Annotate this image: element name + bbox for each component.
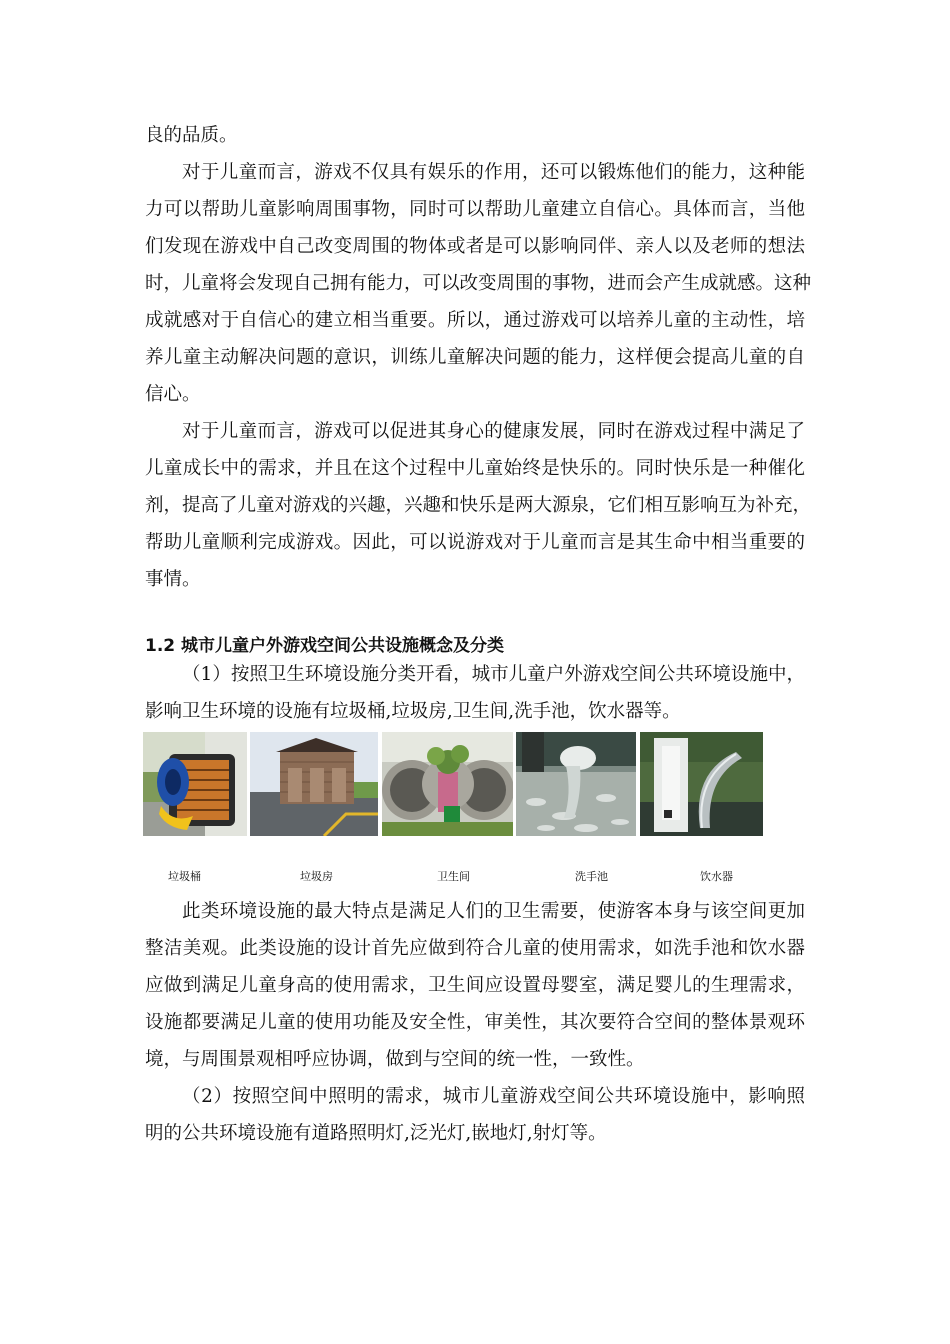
photo-caption: 饮水器 — [700, 870, 733, 883]
washbasin-photo — [516, 732, 636, 836]
text-line: 对于儿童而言，游戏可以促进其身心的健康发展，同时在游戏过程中满足了 — [182, 421, 805, 442]
text-line: 儿童成长中的需求，并且在这个过程中儿童始终是快乐的。同时快乐是一种催化 — [145, 458, 805, 479]
photo-caption: 卫生间 — [437, 870, 470, 883]
text-line: 对于儿童而言，游戏不仅具有娱乐的作用，还可以锻炼他们的能力，这种能 — [182, 162, 805, 183]
text-line: 设施都要满足儿童的使用功能及安全性，审美性，其次要符合空间的整体景观环 — [145, 1012, 805, 1033]
text-line: 力可以帮助儿童影响周围事物，同时可以帮助儿童建立自信心。具体而言，当他 — [145, 199, 805, 220]
drinking-fountain-photo — [640, 732, 763, 836]
text-line: 影响卫生环境的设施有垃圾桶,垃圾房,卫生间,洗手池，饮水器等。 — [145, 701, 681, 722]
text-line: 剂，提高了儿童对游戏的兴趣，兴趣和快乐是两大源泉，它们相互影响互为补充， — [145, 495, 812, 516]
text-line: 事情。 — [145, 569, 201, 590]
text-line: 整洁美观。此类设施的设计首先应做到符合儿童的使用需求，如洗手池和饮水器 — [145, 938, 805, 959]
text-line: 此类环境设施的最大特点是满足人们的卫生需要，使游客本身与该空间更加 — [182, 901, 805, 922]
text-line: 帮助儿童顺利完成游戏。因此，可以说游戏对于儿童而言是其生命中相当重要的 — [145, 532, 805, 553]
text-line: （1）按照卫生环境设施分类开看，城市儿童户外游戏空间公共环境设施中， — [182, 664, 805, 685]
text-line: 信心。 — [145, 384, 201, 405]
text-line: 成就感对于自信心的建立相当重要。所以，通过游戏可以培养儿童的主动性，培 — [145, 310, 805, 331]
photo-caption: 洗手池 — [575, 870, 608, 883]
section-heading: 1.2 城市儿童户外游戏空间公共设施概念及分类 — [145, 636, 505, 656]
restroom-photo — [382, 732, 513, 836]
text-line: 养儿童主动解决问题的意识，训练儿童解决问题的能力，这样便会提高儿童的自 — [145, 347, 805, 368]
text-line: 们发现在游戏中自己改变周围的物体或者是可以影响同伴、亲人以及老师的想法 — [145, 236, 805, 257]
garbage-house-photo — [250, 732, 378, 836]
text-line: 明的公共环境设施有道路照明灯,泛光灯,嵌地灯,射灯等。 — [145, 1123, 607, 1144]
photo-caption: 垃圾房 — [300, 870, 333, 883]
text-line: 应做到满足儿童身高的使用需求，卫生间应设置母婴室，满足婴儿的生理需求， — [145, 975, 805, 996]
text-line: 时，儿童将会发现自己拥有能力，可以改变周围的事物，进而会产生成就感。这种 — [145, 273, 812, 294]
photo-caption: 垃圾桶 — [168, 870, 201, 883]
text-line: 境，与周围景观相呼应协调，做到与空间的统一性，一致性。 — [145, 1049, 645, 1070]
text-line: 良的品质。 — [145, 125, 238, 146]
text-line: （2）按照空间中照明的需求，城市儿童游戏空间公共环境设施中，影响照 — [182, 1086, 805, 1107]
trash-bin-photo — [143, 732, 247, 836]
